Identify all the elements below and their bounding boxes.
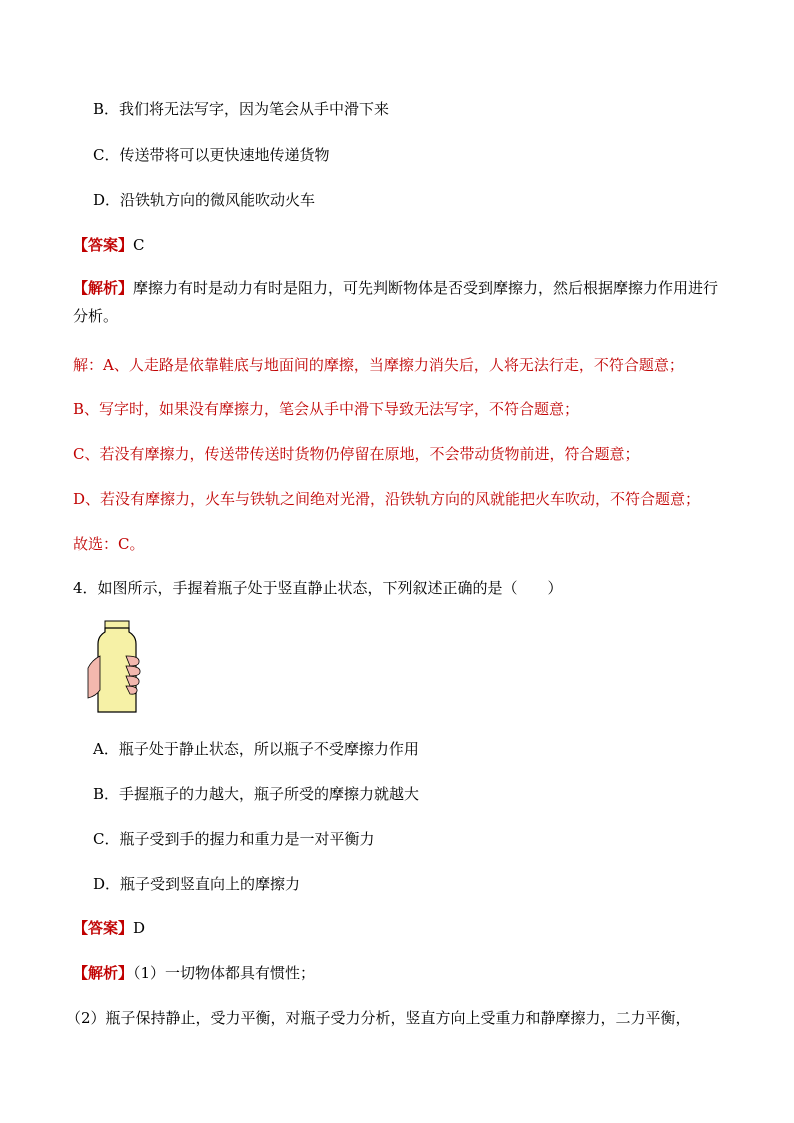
- analysis-text: 摩擦力有时是动力有时是阻力，可先判断物体是否受到摩擦力，然后根据摩擦力作用进行分析。: [73, 279, 719, 325]
- analysis-paragraph-prev: [73, 274, 733, 330]
- answer-tag: 【答案】: [73, 919, 134, 937]
- solution-line-c: C、若没有摩擦力，传送带传送时货物仍停留在原地，不会带动货物前进，符合题意；: [73, 445, 640, 463]
- option-d: D．瓶子受到竖直向上的摩擦力: [93, 875, 301, 893]
- option-d-prev: D．沿铁轨方向的微风能吹动火车: [93, 191, 316, 209]
- answer-value: D: [133, 919, 146, 937]
- analysis-tag: 【解析】: [73, 279, 134, 297]
- option-c-prev: C．传送带将可以更快速地传递货物: [93, 146, 330, 164]
- answer-line-prev: [73, 235, 145, 255]
- analysis-line-2-q4: （2）瓶子保持静止，受力平衡，对瓶子受力分析，竖直方向上受重力和静摩擦力，二力平衡，: [66, 1009, 691, 1027]
- solution-line-d: D、若没有摩擦力，火车与铁轨之间绝对光滑，沿铁轨方向的风就能把火车吹动，不符合题意；: [73, 490, 701, 508]
- answer-value: C: [133, 236, 145, 254]
- solution-line-b: B、写字时，如果没有摩擦力，笔会从手中滑下导致无法写字，不符合题意；: [73, 400, 580, 418]
- hand-holding-bottle-figure: [86, 620, 146, 715]
- option-a: A．瓶子处于静止状态，所以瓶子不受摩擦力作用: [93, 740, 419, 758]
- option-c: C．瓶子受到手的握力和重力是一对平衡力: [93, 830, 375, 848]
- option-b: B．手握瓶子的力越大，瓶子所受的摩擦力就越大: [93, 785, 420, 803]
- analysis-text-1: （1）一切物体都具有惯性；: [133, 964, 316, 982]
- analysis-tag: 【解析】: [73, 964, 134, 982]
- question-4-stem: 4．如图所示，手握着瓶子处于竖直静止状态，下列叙述正确的是（ ）: [73, 579, 563, 597]
- answer-tag: 【答案】: [73, 236, 134, 254]
- solution-conclusion: 故选：C。: [73, 535, 145, 553]
- analysis-line-1-q4: [73, 963, 315, 983]
- option-b-prev: B．我们将无法写字，因为笔会从手中滑下来: [93, 100, 390, 118]
- solution-line-a: 解：A、人走路是依靠鞋底与地面间的摩擦，当摩擦力消失后，人将无法行走，不符合题意；: [73, 356, 684, 374]
- answer-line-q4: [73, 918, 145, 938]
